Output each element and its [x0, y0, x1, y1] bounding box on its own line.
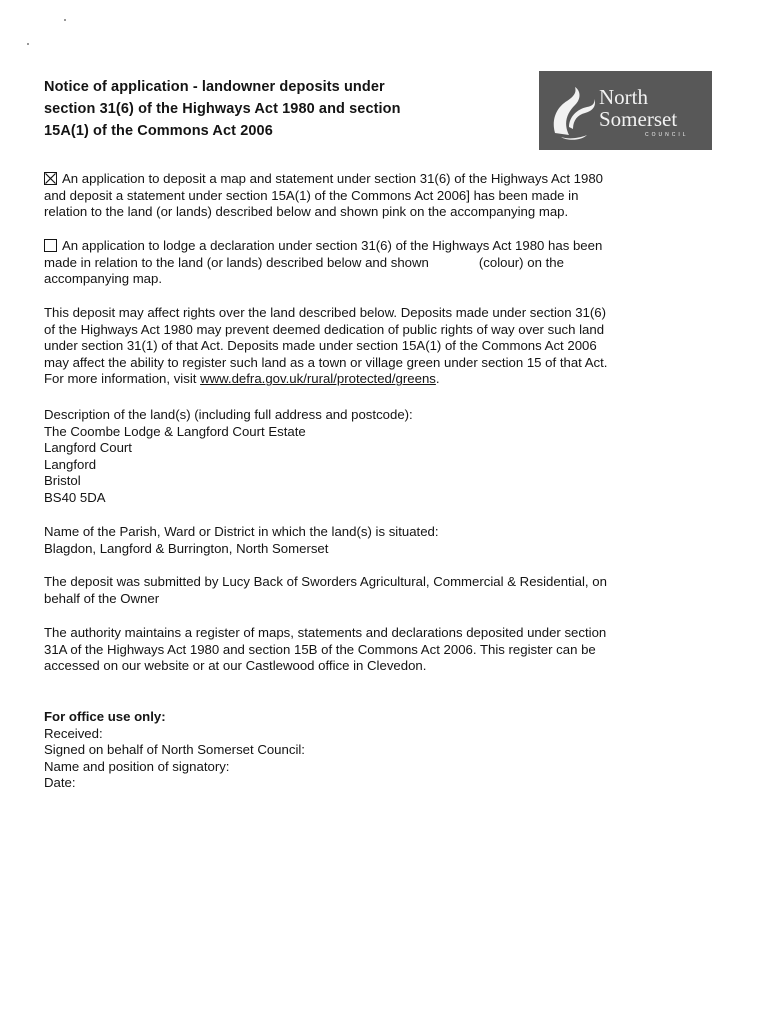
- logo-text-council: COUNCIL: [645, 132, 689, 138]
- logo-text-somerset: Somerset: [599, 107, 678, 131]
- address-line: The Coombe Lodge & Langford Court Estate: [44, 423, 306, 439]
- swan-icon: [547, 79, 597, 141]
- address-line: Langford Court: [44, 440, 132, 456]
- address-line: Langford: [44, 456, 97, 472]
- office-field-signatory: Name and position of signatory:: [44, 758, 230, 774]
- logo-text-north: North: [599, 85, 648, 109]
- address-line: Bristol: [44, 473, 81, 489]
- option-deposit-map: [44, 171, 716, 221]
- more-info-text: For more information, visit: [44, 371, 201, 387]
- parish-section: [44, 524, 716, 557]
- option-line: made in relation to the land (or lands) described below and shown: [44, 254, 429, 270]
- register-line: 31A of the Highways Act 1980 and section 15B of the Commons Act 2006. This register can be: [44, 641, 596, 657]
- submitted-by: [44, 574, 716, 607]
- deposit-map-checkbox[interactable]: [44, 172, 57, 185]
- effect-line: of the Highways Act 1980 may prevent deemed dedication of public rights of way over such land: [44, 321, 605, 337]
- parish-value: Blagdon, Langford & Burrington, North Somerset: [44, 540, 329, 556]
- notice-title: [44, 76, 524, 142]
- register-line: The authority maintains a register of maps, statements and declarations deposited under section: [44, 625, 607, 640]
- office-field-date: Date:: [44, 775, 76, 791]
- effect-line: may affect the ability to register such land as a town or village green under section 15 of that Act.: [44, 354, 608, 370]
- colour-placeholder: (colour) on the: [478, 254, 564, 270]
- register-paragraph: [44, 625, 716, 675]
- effect-paragraph: This deposit may affect rights over the land described below. Deposits made under section 31(6) of the Highways Act 1980 may prevent deemed dedication of public rights of way over such land under section 31(1) of that Act. Deposits made under section 15A(1) of the Commons Act 2006 may affect the ability to register such land as a town or village green under section 15 of that Act. For more information, visit www.defra.gov.uk/rural/protected/greens.: [44, 305, 716, 388]
- title-line: section 31(6) of the Highways Act 1980 and section: [44, 101, 401, 117]
- effect-line: under section 31(1) of that Act. Deposits made under section 15A(1) of the Commons Act 2006: [44, 338, 597, 354]
- scan-speck: [27, 43, 29, 45]
- option-line: and deposit a statement under section 15A(1) of the Commons Act 2006] has been made in: [44, 187, 579, 203]
- defra-link[interactable]: www.defra.gov.uk/rural/protected/greens: [200, 371, 436, 387]
- office-field-signed: Signed on behalf of North Somerset Council:: [44, 742, 305, 758]
- office-use-section: [44, 709, 716, 792]
- option-lodge-declaration: [44, 238, 716, 288]
- option-line: relation to the land (or lands) described below and shown pink on the accompanying map.: [44, 204, 569, 220]
- submitted-line: The deposit was submitted by Lucy Back of Sworders Agricultural, Commercial & Residential, on: [44, 574, 607, 589]
- title-line: Notice of application - landowner deposits under: [44, 79, 385, 95]
- north-somerset-logo: [539, 71, 712, 150]
- option-line: accompanying map.: [44, 271, 163, 287]
- option-line: An application to deposit a map and statement under section 31(6) of the Highways Act 1980: [62, 171, 604, 186]
- effect-line: This deposit may affect rights over the land described below. Deposits made under section 31(6): [44, 305, 606, 320]
- land-description: [44, 407, 716, 507]
- scan-speck: [64, 19, 66, 21]
- description-heading: Description of the land(s) (including full address and postcode):: [44, 407, 413, 422]
- checkbox-cross-icon: [45, 173, 56, 184]
- option-line: An application to lodge a declaration under section 31(6) of the Highways Act 1980 has been: [62, 238, 603, 253]
- lodge-declaration-checkbox[interactable]: [44, 239, 57, 252]
- office-field-received: Received:: [44, 725, 103, 741]
- address-line: BS40 5DA: [44, 489, 106, 505]
- register-line: accessed on our website or at our Castlewood office in Clevedon.: [44, 658, 427, 674]
- submitted-line: behalf of the Owner: [44, 590, 160, 606]
- office-heading: For office use only:: [44, 709, 166, 724]
- title-line: 15A(1) of the Commons Act 2006: [44, 123, 273, 139]
- parish-heading: Name of the Parish, Ward or District in which the land(s) is situated:: [44, 524, 439, 539]
